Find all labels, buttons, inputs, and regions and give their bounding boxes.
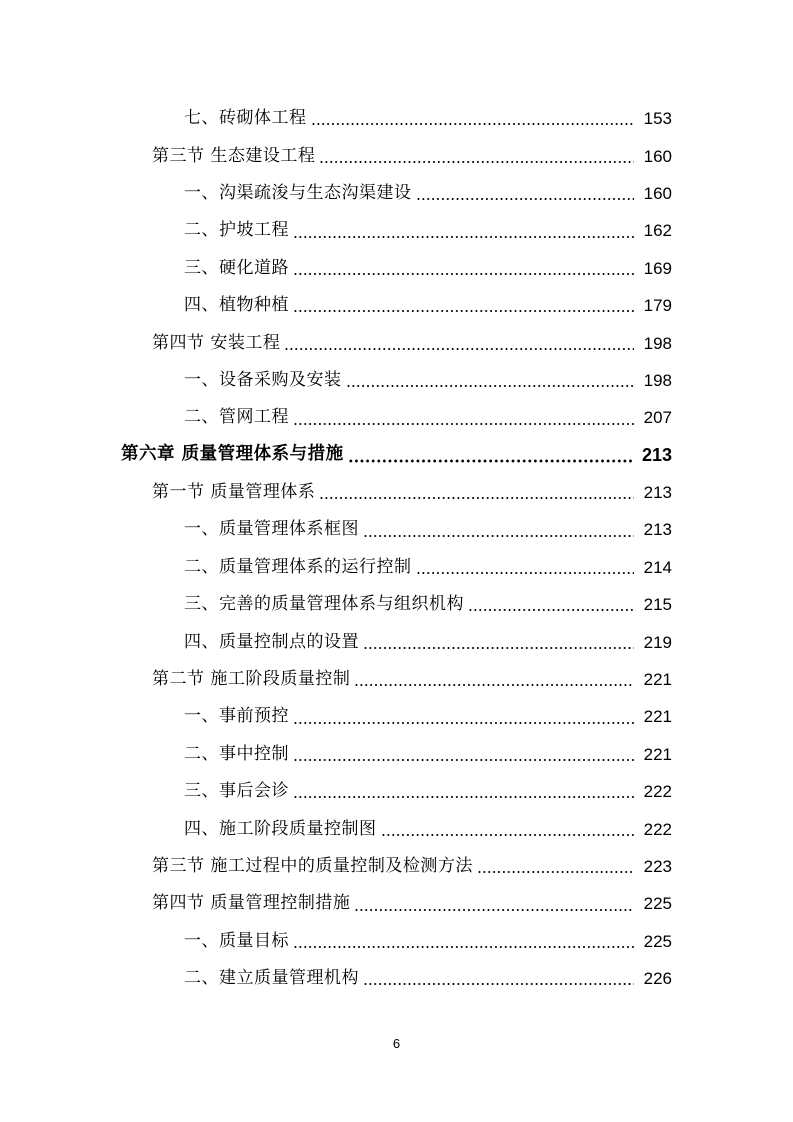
toc-entry-page: 214 bbox=[643, 557, 672, 577]
toc-entry-title: 第二节 施工阶段质量控制 bbox=[152, 669, 351, 690]
toc-entry-item[interactable] bbox=[0, 810, 793, 847]
toc-entry-title: 二、管网工程 bbox=[184, 407, 289, 428]
dot-leader bbox=[319, 160, 634, 164]
toc-entry-title: 第三节 施工过程中的质量控制及检测方法 bbox=[152, 856, 473, 876]
toc-entry-page: 215 bbox=[643, 595, 672, 615]
toc-entry-item[interactable] bbox=[0, 623, 793, 660]
toc-entry-item[interactable] bbox=[0, 287, 793, 324]
page-number: 6 bbox=[392, 1036, 401, 1051]
dot-leader bbox=[293, 758, 634, 762]
toc-entry-page: 160 bbox=[643, 146, 672, 166]
toc-entry-item[interactable] bbox=[0, 100, 793, 137]
toc-entry-page: 160 bbox=[643, 183, 672, 203]
dot-leader bbox=[363, 982, 634, 986]
toc-entry-section[interactable] bbox=[0, 661, 793, 698]
toc-entry-section[interactable] bbox=[0, 885, 793, 922]
toc-entry-item[interactable] bbox=[0, 923, 793, 960]
toc-entry-page: 198 bbox=[643, 370, 672, 390]
toc-entry-title: 一、设备采购及安装 bbox=[184, 369, 342, 390]
toc-entry-page: 222 bbox=[643, 782, 672, 802]
toc-entry-section[interactable] bbox=[0, 137, 793, 174]
dot-leader bbox=[293, 272, 634, 276]
toc-entry-item[interactable] bbox=[0, 362, 793, 399]
toc-entry-title: 第六章 质量管理体系与措施 bbox=[121, 444, 344, 465]
toc-entry-title: 四、施工阶段质量控制图 bbox=[184, 818, 377, 839]
toc-entry-item[interactable] bbox=[0, 586, 793, 623]
toc-entry-page: 221 bbox=[643, 744, 672, 764]
toc-entry-item[interactable] bbox=[0, 175, 793, 212]
dot-leader bbox=[293, 721, 634, 725]
toc-entry-title: 二、事中控制 bbox=[184, 743, 289, 764]
toc-entry-page: 213 bbox=[643, 520, 672, 540]
dot-leader bbox=[293, 422, 634, 426]
toc-entry-page: 225 bbox=[643, 894, 672, 914]
toc-entry-page: 222 bbox=[643, 819, 672, 839]
dot-leader bbox=[363, 534, 634, 538]
dot-leader bbox=[293, 235, 634, 239]
toc-entry-title: 七、砖砌体工程 bbox=[184, 108, 307, 129]
toc-entry-page: 207 bbox=[643, 408, 672, 428]
toc-entry-title: 第四节 安装工程 bbox=[152, 332, 281, 353]
dot-leader bbox=[293, 945, 634, 949]
toc-entry-title: 一、沟渠疏浚与生态沟渠建设 bbox=[184, 182, 412, 203]
toc-entry-item[interactable] bbox=[0, 212, 793, 249]
dot-leader bbox=[293, 309, 634, 313]
toc-entry-title: 第三节 生态建设工程 bbox=[152, 145, 316, 166]
toc-entry-section[interactable] bbox=[0, 848, 793, 885]
toc-entry-item[interactable] bbox=[0, 511, 793, 548]
toc-entry-item[interactable] bbox=[0, 698, 793, 735]
toc-entry-page: 225 bbox=[643, 931, 672, 951]
dot-leader bbox=[363, 646, 634, 650]
toc-entry-item[interactable] bbox=[0, 549, 793, 586]
toc-entry-title: 第一节 质量管理体系 bbox=[152, 482, 316, 503]
dot-leader bbox=[354, 683, 634, 687]
toc-entry-title: 三、硬化道路 bbox=[184, 257, 289, 278]
dot-leader bbox=[311, 122, 635, 126]
toc-entry-page: 226 bbox=[643, 969, 672, 989]
toc-entry-page: 162 bbox=[643, 221, 672, 241]
toc-entry-title: 一、事前预控 bbox=[184, 706, 289, 727]
toc-entry-page: 198 bbox=[643, 333, 672, 353]
toc-entry-item[interactable] bbox=[0, 960, 793, 997]
toc-entry-title: 三、完善的质量管理体系与组织机构 bbox=[184, 594, 464, 615]
dot-leader bbox=[348, 459, 634, 463]
table-of-contents bbox=[0, 100, 793, 997]
toc-entry-title: 三、事后会诊 bbox=[184, 781, 289, 802]
toc-entry-title: 二、质量管理体系的运行控制 bbox=[184, 556, 412, 577]
toc-entry-item[interactable] bbox=[0, 736, 793, 773]
toc-entry-chapter[interactable] bbox=[0, 437, 793, 474]
toc-entry-title: 一、质量管理体系框图 bbox=[184, 519, 359, 540]
toc-entry-page: 213 bbox=[641, 445, 672, 466]
toc-entry-title: 一、质量目标 bbox=[184, 930, 289, 951]
dot-leader bbox=[381, 833, 635, 837]
dot-leader bbox=[416, 197, 635, 201]
dot-leader bbox=[416, 571, 635, 575]
toc-entry-item[interactable] bbox=[0, 773, 793, 810]
dot-leader bbox=[468, 608, 634, 612]
toc-entry-section[interactable] bbox=[0, 324, 793, 361]
toc-entry-item[interactable] bbox=[0, 399, 793, 436]
toc-entry-title: 四、质量控制点的设置 bbox=[184, 631, 359, 652]
toc-entry-page: 179 bbox=[643, 296, 672, 316]
dot-leader bbox=[346, 384, 635, 388]
toc-entry-title: 四、植物种植 bbox=[184, 295, 289, 316]
toc-entry-title: 二、护坡工程 bbox=[184, 220, 289, 241]
dot-leader bbox=[354, 908, 634, 912]
toc-entry-page: 169 bbox=[643, 258, 672, 278]
toc-entry-item[interactable] bbox=[0, 250, 793, 287]
toc-entry-page: 213 bbox=[643, 483, 672, 503]
toc-entry-page: 153 bbox=[643, 109, 672, 129]
toc-entry-page: 219 bbox=[643, 632, 672, 652]
toc-entry-page: 221 bbox=[643, 670, 672, 690]
toc-entry-page: 221 bbox=[643, 707, 672, 727]
toc-entry-section[interactable] bbox=[0, 474, 793, 511]
toc-entry-page: 223 bbox=[643, 857, 672, 876]
dot-leader bbox=[293, 795, 634, 799]
dot-leader bbox=[319, 496, 634, 500]
toc-entry-title: 第四节 质量管理控制措施 bbox=[152, 893, 351, 914]
toc-entry-title: 二、建立质量管理机构 bbox=[184, 968, 359, 989]
dot-leader bbox=[477, 870, 634, 874]
dot-leader bbox=[284, 347, 634, 351]
